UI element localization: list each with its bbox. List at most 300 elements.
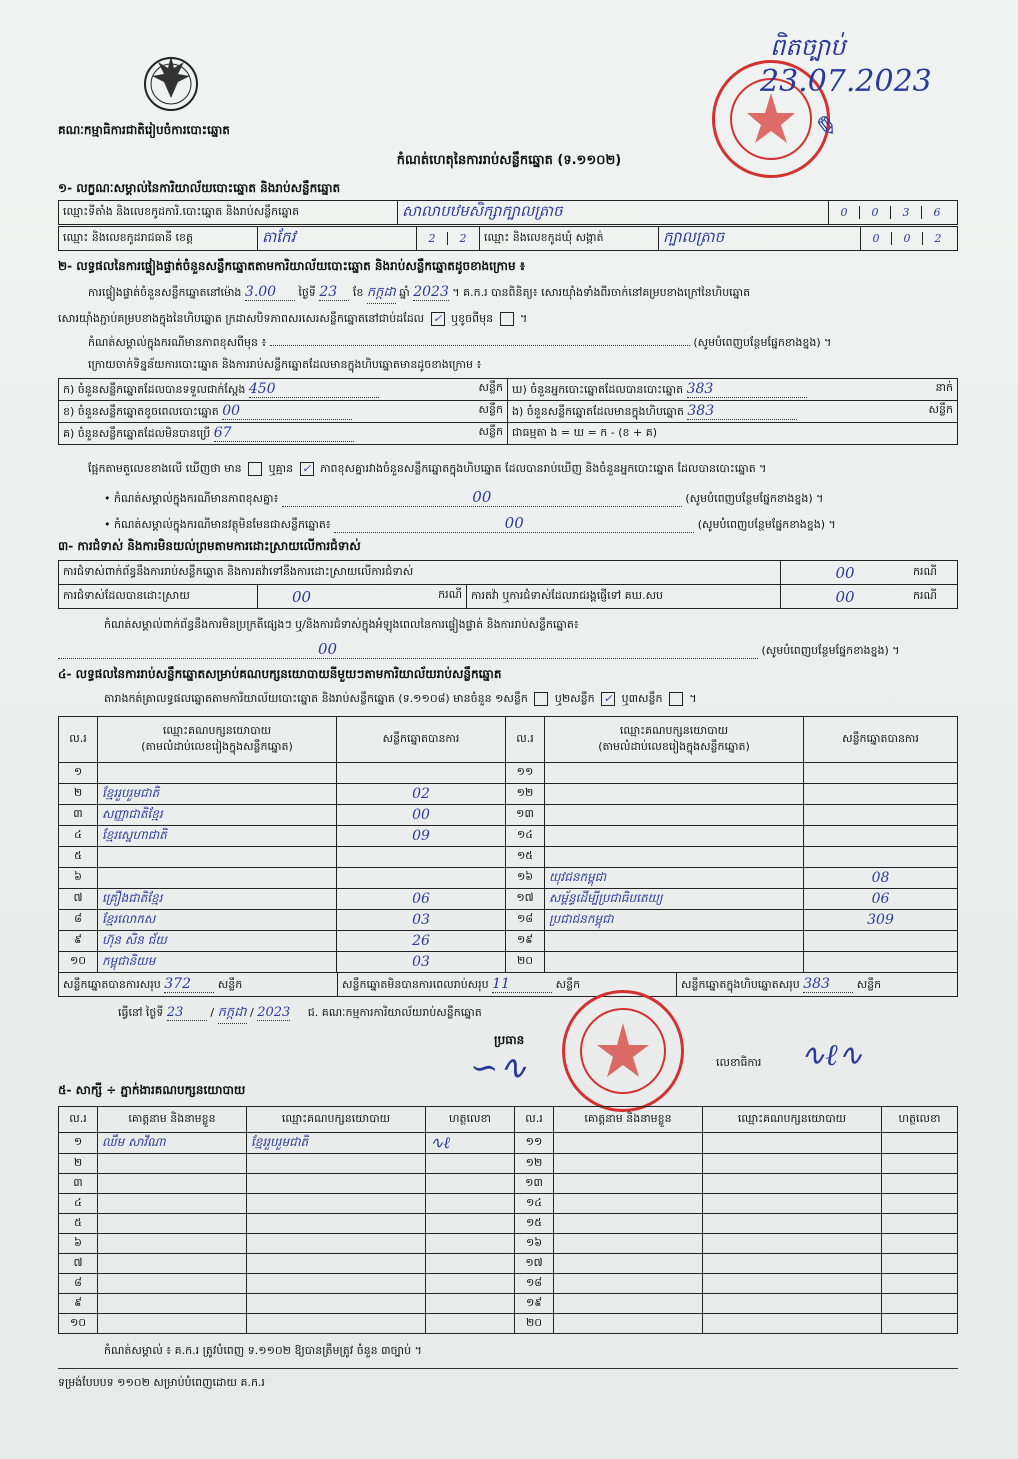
results-row xyxy=(59,868,958,889)
row-no: ២០ xyxy=(506,952,545,973)
row-no: ១២ xyxy=(506,784,545,805)
witness-party xyxy=(703,1234,882,1254)
party-name: ប្រជាជនកម្ពុជា xyxy=(545,910,804,931)
party-name: គ្រឿងជាតិខ្មែរ xyxy=(98,889,337,910)
witness-signature xyxy=(882,1294,958,1314)
witness-row xyxy=(59,1214,958,1234)
row-no: ៧ xyxy=(59,1254,98,1274)
month-value: កក្កដា xyxy=(367,284,396,304)
results-row xyxy=(59,805,958,826)
footer-note: កំណត់សម្គាល់ ៖ គ.ក.រ ត្រូវបំពេញ ទ.១១០២ ឱ្យបានត្រឹមត្រូវ ចំនួន ៣ច្បាប់ ។ xyxy=(104,1344,422,1357)
label: សន្លឹកឆ្នោតក្នុងហិបឆ្នោតសរុប xyxy=(681,977,800,991)
vote-count: 03 xyxy=(337,910,506,931)
bullet2 xyxy=(104,514,958,534)
section2-para3 xyxy=(88,336,958,352)
code-digit: 2 xyxy=(428,232,436,245)
vote-count xyxy=(804,931,958,952)
vote-count xyxy=(804,805,958,826)
handwritten-note: ពិតច្បាប់ xyxy=(770,33,846,61)
row-kh xyxy=(59,401,508,423)
witness-signature xyxy=(882,1214,958,1234)
bullet1-value: 00 xyxy=(282,488,682,507)
row-no: ១៨ xyxy=(515,1274,554,1294)
witness-party xyxy=(703,1254,882,1274)
value: 450 xyxy=(249,381,379,398)
committee-label: ជ. គណៈកម្មការការិយាល័យរាប់សន្លឹកឆ្នោត xyxy=(307,1006,482,1019)
total-valid xyxy=(59,973,338,997)
objection-row2-label2: ការតវ៉ា ឬការជំទាស់ដែលរាជរង្គផ្ញើទៅ គឃ.សប xyxy=(467,585,781,609)
text: ធ្វើនៅ ថ្ងៃទី xyxy=(118,1006,164,1019)
header-sub: (តាមលំដាប់លេខរៀងក្នុងសន្លឹកឆ្នោត) xyxy=(598,739,750,753)
row-no: ៦ xyxy=(59,1234,98,1254)
value: 00 xyxy=(222,403,352,420)
objection-row2-label: ការជំទាស់ដែលបានដោះស្រាយ xyxy=(59,585,258,609)
witness-signature xyxy=(426,1254,515,1274)
row-no: ២ xyxy=(59,784,98,805)
section3-heading: ៣- ការជំទាស់ និងការមិនយល់ព្រមតាមការដោះស្រាយលើការជំទាស់ xyxy=(58,539,361,553)
col-no: ល.រ xyxy=(59,717,98,763)
note-value: 00 xyxy=(58,640,758,659)
row-no: ១៤ xyxy=(515,1194,554,1214)
day-value: 23 xyxy=(319,284,349,301)
party-name: ខ្មែររួបរួមជាតិ xyxy=(98,784,337,805)
witness-name xyxy=(98,1274,247,1294)
witness-name xyxy=(98,1254,247,1274)
section3-note: កំណត់សម្គាល់ពាក់ព័ន្ធនឹងការមិនប្រក្រតីផ្សេងៗ ឬ/និងការជំទាស់ក្នុងអំឡុងពេលនៃការផ្ទៀងផ្ទាត់ និងការរាប់សន្លឹកឆ្នោត៖ xyxy=(104,618,579,631)
section2-para4: ក្រោយចាក់ទិន្នន័យការបោះឆ្នោត និងការរាប់សន្លឹកឆ្នោតដែលមានក្នុងហិបឆ្នោតមានដូចខាងក្រោម ៖ xyxy=(88,358,482,371)
witness-party xyxy=(703,1174,882,1194)
row-no: ៥ xyxy=(59,847,98,868)
party-name: ហ៊ុន សិន ជ័យ xyxy=(98,931,337,952)
col-votes: សន្លឹកឆ្នោតបានការ xyxy=(337,717,506,763)
section2-para1 xyxy=(88,284,750,304)
label: ង) ចំនួនសន្លឹកឆ្នោតដែលមានក្នុងហិបឆ្នោត xyxy=(512,404,684,418)
witness-signature xyxy=(426,1194,515,1214)
witness-name xyxy=(554,1214,703,1234)
official-stamp-bottom xyxy=(562,990,684,1112)
unit: នាក់ xyxy=(935,380,953,394)
form-title: កំណត់ហេតុនៃការរាប់សន្លឹកឆ្នោត (ទ.១១០២) xyxy=(396,153,622,168)
vote-count: 06 xyxy=(337,889,506,910)
witness-name xyxy=(554,1133,703,1154)
row2-value2: ក្បាលត្រាច xyxy=(659,227,861,251)
witness-row xyxy=(59,1234,958,1254)
party-name: ខ្មែរលោកស xyxy=(98,910,337,931)
vote-count xyxy=(337,847,506,868)
vote-count: 00 xyxy=(337,805,506,826)
formula: ជាធម្មតា ង = ឃ = ក - (ខ + គ) xyxy=(508,423,958,445)
row-no: ១១ xyxy=(515,1133,554,1154)
col-name: គោត្តនាម និងនាមខ្លួន xyxy=(554,1107,703,1133)
party-name xyxy=(545,784,804,805)
row-no: ១៧ xyxy=(506,889,545,910)
row-no: ៥ xyxy=(59,1214,98,1234)
vote-count: 09 xyxy=(337,826,506,847)
row-no: ១០ xyxy=(59,1314,98,1334)
section1-table xyxy=(58,200,958,225)
witness-name xyxy=(98,1214,247,1234)
witness-party xyxy=(703,1294,882,1314)
witness-name xyxy=(98,1314,247,1334)
unit: សន្លឹក xyxy=(478,402,503,416)
row-no: ៩ xyxy=(59,931,98,952)
col-party xyxy=(98,717,337,763)
vote-count xyxy=(804,763,958,784)
code-digit: 6 xyxy=(921,206,952,219)
col-name: គោត្តនាម និងនាមខ្លួន xyxy=(98,1107,247,1133)
section1-heading: ១- លក្ខណៈសម្គាល់នៃការិយាល័យបោះឆ្នោត និងរាប់សន្លឹកឆ្នោត xyxy=(58,181,341,195)
row-no: ២០ xyxy=(515,1314,554,1334)
intact-checkbox: ✓ xyxy=(431,312,445,326)
code-digit: 0 xyxy=(859,206,890,219)
witness-signature xyxy=(882,1234,958,1254)
party-name: កម្ពុជានិយម xyxy=(98,952,337,973)
witness-signature xyxy=(882,1174,958,1194)
row-g xyxy=(59,423,508,445)
row-no: ៣ xyxy=(59,805,98,826)
row-no: ៩ xyxy=(59,1294,98,1314)
total-box xyxy=(677,973,958,997)
text: (សូមបំពេញបន្ថែមផ្នែកខាងខ្នង) ។ xyxy=(697,518,836,531)
text: ឬ២សន្លឹក xyxy=(554,692,595,705)
col-sign: ហត្ថលេខា xyxy=(426,1107,515,1133)
witness-name xyxy=(98,1234,247,1254)
vote-count xyxy=(804,784,958,805)
row-no: ១១ xyxy=(506,763,545,784)
witness-row xyxy=(59,1174,958,1194)
row-no: ១៥ xyxy=(515,1214,554,1234)
has-difference-checkbox xyxy=(248,462,262,476)
party-name xyxy=(545,763,804,784)
witness-party: ខ្មែររួបរួមជាតិ xyxy=(247,1133,426,1154)
witness-name xyxy=(98,1294,247,1314)
date-day: 23 xyxy=(167,1005,207,1021)
vote-count: 06 xyxy=(804,889,958,910)
row-ng xyxy=(508,401,958,423)
witness-name: ឈឹម សាវីណា xyxy=(98,1133,247,1154)
col-votes: សន្លឹកឆ្នោតបានការ xyxy=(804,717,958,763)
row-no: ១៤ xyxy=(506,826,545,847)
witness-signature xyxy=(882,1194,958,1214)
party-name xyxy=(545,952,804,973)
chair-label: ប្រធាន xyxy=(494,1033,525,1047)
unit: ករណី xyxy=(909,561,958,585)
text: ឬ៣សន្លឹក xyxy=(621,692,663,705)
row2-code xyxy=(417,227,480,251)
objection-row1-label: ការជំទាស់ពាក់ព័ន្ធនឹងការរាប់សន្លឹកឆ្នោត និងការតវ៉ាទៅនឹងការដោះស្រាយលើការជំទាស់ xyxy=(59,561,781,585)
value: 67 xyxy=(214,425,354,442)
row-no: ១៥ xyxy=(506,847,545,868)
code-digit: 0 xyxy=(872,232,880,245)
text: តារាងកត់ត្រាលទ្ធផលឆ្នោតតាមការិយាល័យបោះឆ្នោត និងរាប់សន្លឹកឆ្នោត (ទ.១១០៨) មានចំនួន ១សន្លឹក xyxy=(104,692,528,705)
witness-party xyxy=(247,1234,426,1254)
witness-signature: ∿ℓ xyxy=(426,1133,515,1154)
vote-count xyxy=(804,847,958,868)
code-digit: 0 xyxy=(840,206,848,219)
row2-code2 xyxy=(861,227,958,251)
row-no: ១៣ xyxy=(506,805,545,826)
text: ឬខូចពីមុន xyxy=(451,312,494,325)
row-no: ១៩ xyxy=(506,931,545,952)
vote-count: 03 xyxy=(337,952,506,973)
witness-party xyxy=(247,1294,426,1314)
results-row xyxy=(59,763,958,784)
party-name: សញ្ញាជាតិខ្មែរ xyxy=(98,805,337,826)
col-party: ឈ្មោះគណបក្សនយោបាយ xyxy=(703,1107,882,1133)
damaged-checkbox xyxy=(500,312,514,326)
col-no: ល.រ xyxy=(59,1107,98,1133)
footer-divider xyxy=(58,1368,958,1369)
row1-value: សាលាបឋមសិក្សាក្បាលត្រាច xyxy=(398,201,829,225)
results-row xyxy=(59,847,958,868)
section2-para2: សោរយ៉ាំងភ្ជាប់គម្របខាងក្នុងនៃហិបឆ្នោត ក្រដាសបិទភាពសរសេរសន្លឹកឆ្នោតនៅជាប់ដដែល ✓ ឬខូចពីមុន ។ xyxy=(58,312,528,325)
three-sheet-checkbox xyxy=(669,692,683,706)
row-no: ២ xyxy=(59,1154,98,1174)
witness-name xyxy=(98,1194,247,1214)
unit: ករណី xyxy=(438,587,462,601)
row-no: ១៨ xyxy=(506,910,545,931)
label: ក) ចំនួនសន្លឹកឆ្នោតដែលបានទទួលជាក់ស្តែង xyxy=(63,382,246,396)
witness-row xyxy=(59,1274,958,1294)
row-k xyxy=(59,379,508,401)
text: (សូមបំពេញបន្ថែមផ្នែកខាងខ្នង) ។ xyxy=(693,336,832,349)
vote-count xyxy=(337,868,506,889)
row-no: ៦ xyxy=(59,868,98,889)
unit: សន្លឹក xyxy=(555,977,581,991)
vote-count xyxy=(804,952,958,973)
vote-count xyxy=(337,763,506,784)
label: សន្លឹកឆ្នោតបានការសរុប xyxy=(63,977,161,991)
results-row xyxy=(59,931,958,952)
row2-value: តាកែវ xyxy=(258,227,417,251)
org-name: គណៈកម្មាធិការជាតិរៀបចំការបោះឆ្នោត xyxy=(58,123,230,137)
objection-row1-value: 00 xyxy=(781,561,910,585)
col-party xyxy=(545,717,804,763)
time-value: 3.00 xyxy=(245,284,295,301)
value: 372 xyxy=(164,976,214,993)
witness-signature xyxy=(426,1154,515,1174)
vote-count: 08 xyxy=(804,868,958,889)
objection-table xyxy=(58,560,958,609)
no-difference-checkbox: ✓ xyxy=(300,462,314,476)
row2-label2: ឈ្មោះ និងលេខកូដឃុំ សង្កាត់ xyxy=(480,227,659,251)
witness-row xyxy=(59,1294,958,1314)
witness-signature xyxy=(882,1154,958,1174)
bullet2-value: 00 xyxy=(334,514,694,533)
col-party: ឈ្មោះគណបក្សនយោបាយ xyxy=(247,1107,426,1133)
witness-party xyxy=(703,1154,882,1174)
witness-signature xyxy=(426,1274,515,1294)
vote-count: 309 xyxy=(804,910,958,931)
bullet1 xyxy=(104,488,958,508)
witness-name xyxy=(554,1174,703,1194)
witness-signature xyxy=(426,1174,515,1194)
party-name: ខ្មែរស្នេហាជាតិ xyxy=(98,826,337,847)
value: 383 xyxy=(687,381,807,398)
party-name xyxy=(545,805,804,826)
text: ផ្អែកតាមតួលេខខាងលើ ឃើញថា មាន xyxy=(88,462,242,475)
witness-signature xyxy=(426,1294,515,1314)
text: កំណត់សម្គាល់ក្នុងករណីមានភាពខុសពីមុន ៖ xyxy=(88,336,267,349)
row-no: ១ xyxy=(59,763,98,784)
text: (សូមបំពេញបន្ថែមផ្នែកខាងខ្នង) ។ xyxy=(761,644,900,657)
text: ឆ្នាំ xyxy=(399,286,410,299)
date-year: 2023 xyxy=(257,1005,291,1020)
row-no: ៨ xyxy=(59,910,98,931)
col-no: ល.រ xyxy=(506,717,545,763)
witness-row xyxy=(59,1314,958,1334)
witness-row xyxy=(59,1154,958,1174)
party-name xyxy=(545,931,804,952)
value: 383 xyxy=(687,403,797,420)
row2-label: ឈ្មោះ និងលេខកូដរាជធានី ខេត្ត xyxy=(59,227,258,251)
secretary-label: លេខាធិការ xyxy=(716,1056,762,1069)
label: សន្លឹកឆ្នោតមិនបានការពេលរាប់សរុប xyxy=(342,977,489,991)
section5-heading: ៥- សាក្សី ÷ ភ្នាក់ងារគណបក្សនយោបាយ xyxy=(58,1083,246,1097)
section3-note-line xyxy=(58,640,958,660)
witness-signature xyxy=(882,1133,958,1154)
witness-name xyxy=(554,1234,703,1254)
party-name xyxy=(98,763,337,784)
header-text: ឈ្មោះគណបក្សនយោបាយ xyxy=(162,723,272,737)
text: ខែ xyxy=(352,286,364,299)
secretary-signature: ∿ℓ∿ xyxy=(800,1038,863,1073)
totals-table xyxy=(58,972,958,997)
witness-signature xyxy=(426,1214,515,1234)
witness-party xyxy=(703,1274,882,1294)
code-digit: 2 xyxy=(447,232,478,245)
witness-name xyxy=(554,1254,703,1274)
section4-heading: ៤- លទ្ធផលនៃការរាប់សន្លឹកឆ្នោតសម្រាប់គណបក្សនយោបាយនីមួយៗតាមការិយាល័យរាប់សន្លឹកឆ្នោត xyxy=(58,667,502,681)
row-no: ៤ xyxy=(59,1194,98,1214)
label: ឃ) ចំនួនអ្នកបោះឆ្នោតដែលបានបោះឆ្នោត xyxy=(512,382,684,396)
witness-party xyxy=(703,1214,882,1234)
ballot-count-table xyxy=(58,378,958,445)
section2-para5 xyxy=(88,462,766,478)
witness-party xyxy=(703,1194,882,1214)
code-digit: 0 xyxy=(891,232,922,245)
dotted-line xyxy=(270,345,690,346)
header-text: ឈ្មោះគណបក្សនយោបាយ xyxy=(619,723,729,737)
witness-name xyxy=(554,1314,703,1334)
witness-name xyxy=(554,1154,703,1174)
party-name: សម្ព័ន្ធដើម្បីប្រជាធិបតេយ្យ xyxy=(545,889,804,910)
row-no: ១៧ xyxy=(515,1254,554,1274)
unit: សន្លឹក xyxy=(856,977,882,991)
row-no: ៣ xyxy=(59,1174,98,1194)
party-name xyxy=(98,847,337,868)
witness-signature xyxy=(882,1254,958,1274)
value: 383 xyxy=(803,976,853,993)
row-no: ១ xyxy=(59,1133,98,1154)
witness-table xyxy=(58,1106,958,1334)
witness-party xyxy=(247,1174,426,1194)
witness-signature xyxy=(426,1234,515,1254)
nec-emblem xyxy=(138,48,204,114)
results-row xyxy=(59,889,958,910)
witness-party xyxy=(247,1214,426,1234)
party-name: យុវជនកម្ពុជា xyxy=(545,868,804,889)
results-row xyxy=(59,826,958,847)
section1-table-row2 xyxy=(58,226,958,251)
witness-signature xyxy=(882,1314,958,1334)
witness-party xyxy=(247,1274,426,1294)
objection-row2-value2: 00 xyxy=(781,585,910,609)
text: ។ គ.ក.រ បានពិនិត្យ៖ សោរយ៉ាំងទាំងពីរចាក់នៅគម្របខាងក្រៅនៃហិបឆ្នោត xyxy=(452,286,751,299)
witness-party xyxy=(247,1154,426,1174)
section4-intro: តារាងកត់ត្រាលទ្ធផលឆ្នោតតាមការិយាល័យបោះឆ្នោត និងរាប់សន្លឹកឆ្នោត (ទ.១១០៨) មានចំនួន ១សន្លឹក ឬ២សន្លឹក ✓ ឬ៣សន្លឹក ។ xyxy=(104,692,697,705)
date-month: កក្កដា xyxy=(218,1004,247,1024)
code-digit: 2 xyxy=(922,232,953,245)
objection-row2-value: 00 xyxy=(292,587,312,606)
text: ភាពខុសគ្នារវាងចំនួនសន្លឹកឆ្នោតក្នុងហិបឆ្នោត ដែលបានរាប់ឃើញ និងចំនួនអ្នកបោះឆ្នោត ដែលបានបោះឆ្នោត ។ xyxy=(320,462,767,475)
results-row xyxy=(59,910,958,931)
vote-count: 02 xyxy=(337,784,506,805)
text: (សូមបំពេញបន្ថែមផ្នែកខាងខ្នង) ។ xyxy=(685,492,824,505)
witness-party xyxy=(247,1194,426,1214)
label: គ) ចំនួនសន្លឹកឆ្នោតដែលមិនបានប្រើ xyxy=(63,426,211,440)
text: • កំណត់សម្គាល់ក្នុងករណីមានភាពខុសគ្នា៖ xyxy=(104,492,279,505)
row-gh xyxy=(508,379,958,401)
witness-signature xyxy=(882,1274,958,1294)
unit: ករណី xyxy=(909,585,958,609)
text: ថ្ងៃទី xyxy=(298,286,316,299)
results-row xyxy=(59,784,958,805)
witness-signature xyxy=(426,1314,515,1334)
row1-label: ឈ្មោះទីតាំង និងលេខកូដការិ.បោះឆ្នោត និងរាប់សន្លឹកឆ្នោត xyxy=(59,201,398,225)
unit: សន្លឹក xyxy=(928,402,953,416)
row-no: ១៦ xyxy=(506,868,545,889)
results-table xyxy=(58,716,958,973)
witness-name xyxy=(98,1174,247,1194)
signature-top: ✎ xyxy=(812,110,836,143)
text: សោរយ៉ាំងភ្ជាប់គម្របខាងក្នុងនៃហិបឆ្នោត ក្រដាសបិទភាពសរសេរសន្លឹកឆ្នោតនៅជាប់ដដែល xyxy=(58,312,425,325)
witness-row xyxy=(59,1133,958,1154)
date-line: ធ្វើនៅ ថ្ងៃទី 23 / កក្កដា / 2023 ជ. គណៈកម្មការការិយាល័យរាប់សន្លឹកឆ្នោត xyxy=(118,1004,482,1024)
party-name xyxy=(545,847,804,868)
witness-name xyxy=(98,1154,247,1174)
code-digit: 3 xyxy=(890,206,921,219)
witness-name xyxy=(554,1194,703,1214)
row-no: ១២ xyxy=(515,1154,554,1174)
witness-row xyxy=(59,1194,958,1214)
witness-party xyxy=(703,1133,882,1154)
results-row xyxy=(59,952,958,973)
row-no: ១០ xyxy=(59,952,98,973)
text: ឬគ្មាន xyxy=(268,462,294,475)
handwritten-date: 23.07.2023 xyxy=(760,64,932,99)
one-sheet-checkbox xyxy=(534,692,548,706)
col-no: ល.រ xyxy=(515,1107,554,1133)
witness-name xyxy=(554,1274,703,1294)
witness-row xyxy=(59,1254,958,1274)
year-value: 2023 xyxy=(413,284,449,300)
unit: សន្លឹក xyxy=(217,977,243,991)
witness-name xyxy=(554,1294,703,1314)
chair-signature: ∽∿ xyxy=(470,1048,527,1088)
objection-row2-value-cell xyxy=(258,585,467,609)
witness-party xyxy=(703,1314,882,1334)
text: • កំណត់សម្គាល់ក្នុងករណីមានវត្ថុមិនមែនជាសន្លឹកឆ្នោត៖ xyxy=(104,518,331,531)
row-no: ១៦ xyxy=(515,1234,554,1254)
footer-form-note: ទម្រង់បែបបទ ១១០២ សម្រាប់បំពេញដោយ គ.ក.រ xyxy=(58,1376,265,1389)
unit: សន្លឹក xyxy=(478,424,503,438)
party-name xyxy=(545,826,804,847)
witness-party xyxy=(247,1254,426,1274)
row-no: ៧ xyxy=(59,889,98,910)
two-sheet-checkbox: ✓ xyxy=(601,692,615,706)
header-sub: (តាមលំដាប់លេខរៀងក្នុងសន្លឹកឆ្នោត) xyxy=(141,739,293,753)
